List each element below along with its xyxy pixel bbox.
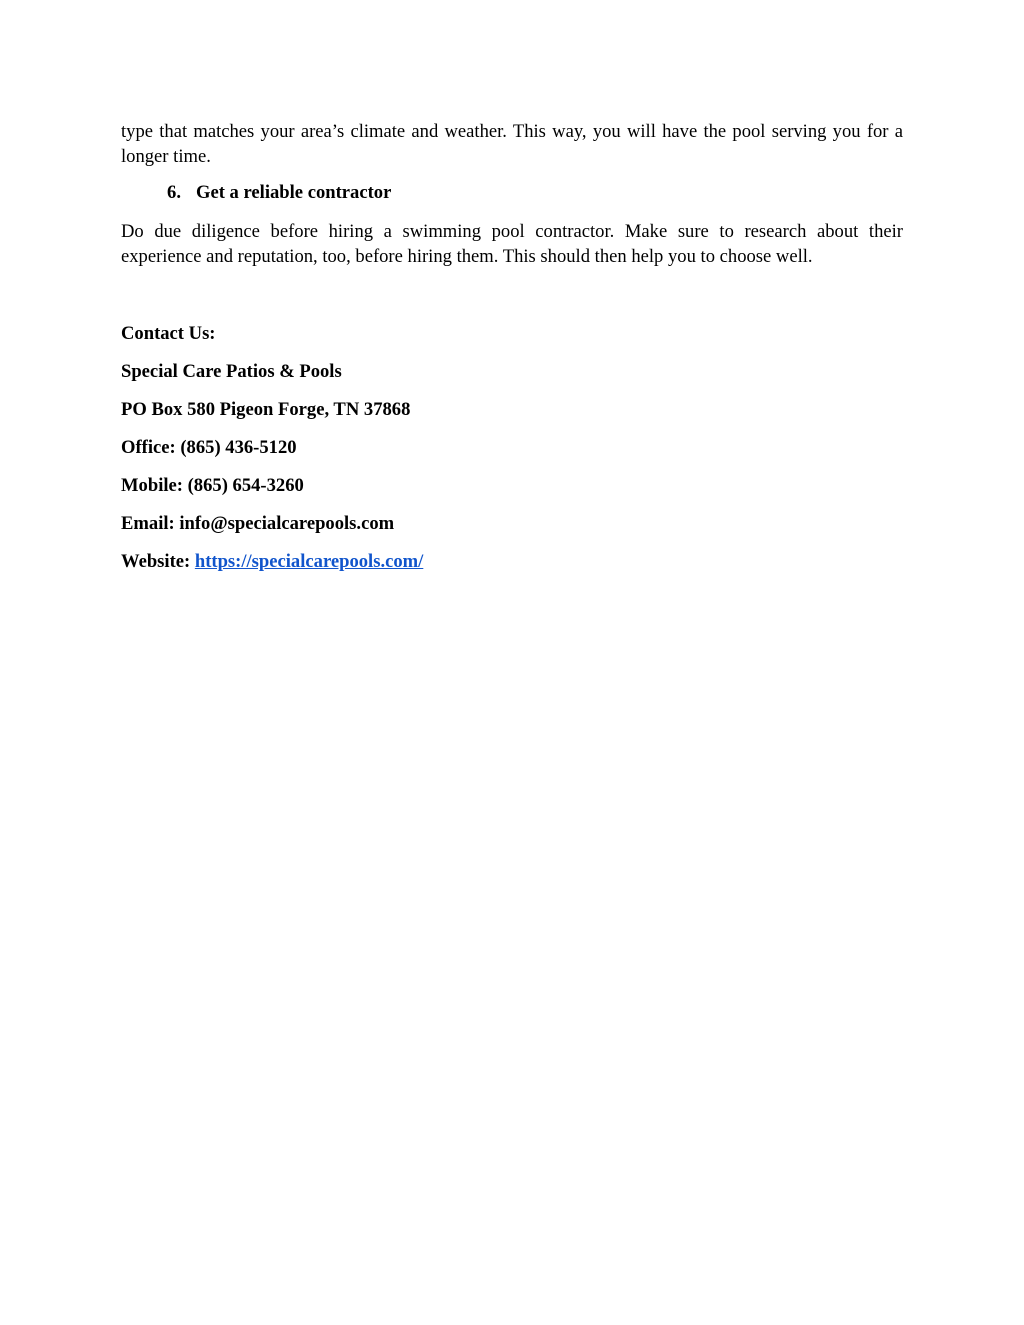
company-address: PO Box 580 Pigeon Forge, TN 37868 (121, 399, 411, 420)
section-number (121, 180, 181, 205)
contact-heading: Contact Us: (121, 323, 216, 344)
intro-paragraph: type that matches your area’s climate and weather. This way, you will have the pool serving you for a longer time. (121, 121, 903, 167)
website-label: Website: (121, 551, 195, 572)
section-number-text: 6. (167, 182, 181, 203)
office-phone: Office: (865) 436-5120 (121, 437, 297, 458)
section-heading (121, 180, 903, 205)
contact-block (121, 321, 903, 574)
website-line (121, 549, 903, 574)
website-link[interactable]: https://specialcarepools.com/ (194, 551, 424, 572)
company-name: Special Care Patios & Pools (121, 361, 342, 382)
contact-email: Email: info@specialcarepools.com (121, 513, 395, 534)
mobile-phone: Mobile: (865) 654-3260 (121, 475, 304, 496)
document-content (121, 119, 903, 587)
section-title: Get a reliable contractor (196, 182, 392, 203)
section-body: Do due diligence before hiring a swimming pool contractor. Make sure to research about their experience and reputation, too, before hiring them. This should then help you to choose well. (121, 221, 903, 267)
